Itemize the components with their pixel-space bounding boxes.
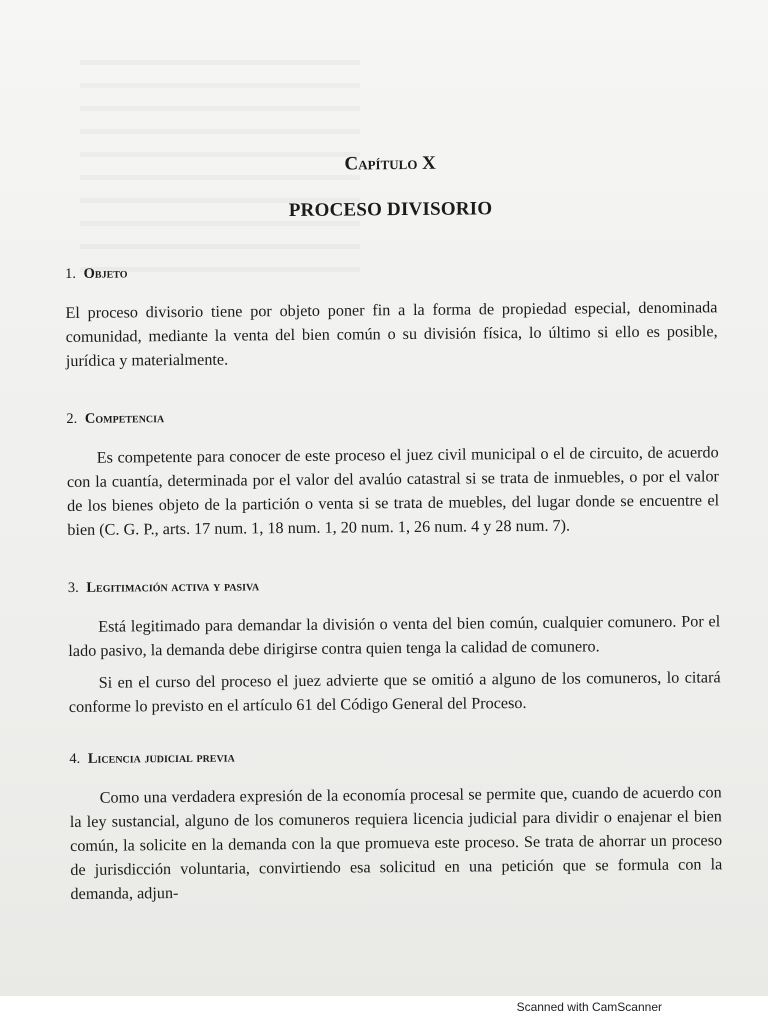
section-number: 2. (66, 410, 78, 427)
section-heading-competencia (66, 405, 718, 428)
chapter-label: Capítulo X (344, 152, 436, 175)
chapter-title: PROCESO DIVISORIO (288, 198, 493, 222)
section-paragraph: Es competente para conocer de este proceso el juez civil municipal o el de circuito, de acuerdo con la cuantía, determinada por el valor del avalúo catastral si se trata de inmuebles, o por el valor de los bienes objeto de la partición o venta si se trata de muebles, del lugar donde se encuentre el bien (C. G. P., arts. 17 num. 1, 18 num. 1, 20 num. 1, 26 num. 4 y 28 num. 7). (66, 443, 720, 539)
page-content (64, 142, 723, 906)
section-number: 3. (67, 579, 79, 596)
section-title: Competencia (84, 410, 165, 427)
section-number: 4. (69, 750, 81, 767)
section-heading-licencia (69, 745, 721, 768)
section-title: Objeto (83, 265, 128, 282)
section-paragraph: El proceso divisorio tiene por objeto poner fin a la forma de propiedad especial, denominada comunidad, mediante la venta del bien común o su división física, lo último si ello es posible, jurídica y materialmente. (65, 298, 718, 370)
section-paragraph: Está legitimado para demandar la división o venta del bien común, cualquier comunero. Por el lado pasivo, la demanda debe dirigirse contra quien tenga la calidad de comunero. (68, 612, 721, 660)
section-paragraph: Si en el curso del proceso el juez advierte que se omitió a alguno de los comuneros, lo citará conforme lo previsto en el artículo 61 del Código General del Proceso. (68, 668, 721, 716)
section-heading-legitimacion (68, 574, 720, 597)
section-number: 1. (65, 265, 77, 282)
section-title: Legitimación activa y pasiva (86, 578, 260, 596)
scanner-watermark: Scanned with CamScanner (516, 1000, 662, 1014)
section-title: Licencia judicial previa (87, 749, 235, 767)
section-heading-objeto (65, 260, 717, 283)
section-paragraph: Como una verdadera expresión de la economía procesal se permite que, cuando de acuerdo con la ley sustancial, alguno de los comuneros requiera licencia judicial para dividir o enajenar el bien común, la solicite en la demanda con la que promueva este proceso. Se trata de ahorrar un proceso de jurisdicción voluntaria, convirtiendo esa solicitud en una petición que se formula con la demanda, adjun- (69, 783, 723, 903)
